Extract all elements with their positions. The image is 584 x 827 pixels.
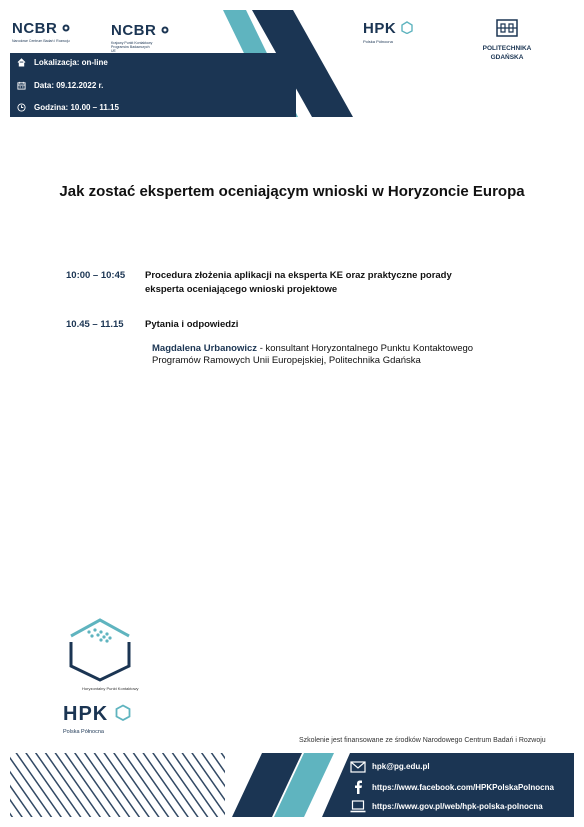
pg-crest-icon xyxy=(495,18,519,38)
contact-website[interactable] xyxy=(350,800,543,813)
agenda-text-1-line1: Procedura złożenia aplikacji na eksperta KE oraz praktyczne porady xyxy=(145,270,452,281)
speaker-desc-line1: - konsultant Horyzontalnego Punktu Kontaktowego xyxy=(257,343,474,354)
info-date xyxy=(10,77,103,93)
hpk-hexagon-logo xyxy=(67,614,137,684)
agenda-time-1: 10:00 – 10:45 xyxy=(66,270,126,281)
contact-email-text[interactable]: hpk@pg.edu.pl xyxy=(372,761,430,771)
info-location xyxy=(10,54,108,70)
hpk-region: Polska Północna xyxy=(63,729,104,735)
contact-facebook-link[interactable]: https://www.facebook.com/HPKPolskaPolnocna xyxy=(372,782,554,792)
event-info-panel xyxy=(10,53,296,117)
laptop-icon xyxy=(350,800,366,813)
contact-website-link[interactable]: https://www.gov.pl/web/hpk-polska-polnocna xyxy=(372,802,543,811)
contact-email[interactable] xyxy=(350,759,430,773)
funding-note: Szkolenie jest finansowane ze środków Narodowego Centrum Badań i Rozwoju xyxy=(299,737,546,744)
ncbr-kpk-logo-sub: Krajowy Punkt Kontaktowy Programów Badawczych UE xyxy=(111,41,153,53)
agenda-text-1-line2: eksperta oceniającego wnioski projektowe xyxy=(145,284,338,295)
info-time xyxy=(10,99,119,115)
speaker-name: Magdalena Urbanowicz xyxy=(152,343,258,354)
home-icon xyxy=(13,58,29,67)
ncbr-dot-icon xyxy=(62,24,70,32)
facebook-icon xyxy=(350,780,366,794)
hpk-hexagon-icon xyxy=(115,704,131,721)
page-title: Jak zostać ekspertem oceniającym wnioski w Horyzoncie Europa xyxy=(59,183,525,200)
email-icon xyxy=(350,759,366,773)
hpk-caption: Horyzontalny Punkt Kontaktowy xyxy=(82,686,139,691)
calendar-icon xyxy=(13,81,29,90)
ncbr-logo xyxy=(12,20,92,43)
hpk-logo-top xyxy=(363,20,413,44)
pg-logo xyxy=(478,18,536,61)
hpk-logo-sub: Polska Północna xyxy=(363,39,393,44)
hpk-hexagon-icon xyxy=(401,21,413,34)
clock-icon xyxy=(13,103,29,112)
info-location-text: Lokalizacja: on-line xyxy=(34,57,108,67)
hpk-logo-word: HPK xyxy=(363,20,397,37)
contact-facebook[interactable] xyxy=(350,780,554,794)
info-date-text: Data: 09.12.2022 r. xyxy=(34,80,104,90)
speaker-desc-line2: Programów Ramowych Unii Europejskiej, Politechnika Gdańska xyxy=(152,355,421,366)
pg-logo-line1: POLITECHNIKA xyxy=(482,45,532,52)
agenda-time-2: 10.45 – 11.15 xyxy=(66,319,124,330)
ncbr-kpk-logo-word: NCBR xyxy=(111,22,157,39)
agenda-text-2: Pytania i odpowiedzi xyxy=(145,319,239,330)
ncbr-kpk-logo xyxy=(111,22,191,53)
ncbr-dot-icon xyxy=(161,26,169,34)
pg-logo-line2: GDAŃSKA xyxy=(490,54,524,61)
hpk-bottom-word: HPK xyxy=(63,703,109,725)
info-time-text: Godzina: 10.00 – 11.15 xyxy=(34,102,119,112)
speaker-info xyxy=(152,343,552,367)
ncbr-logo-word: NCBR xyxy=(12,20,58,37)
hpk-logo-bottom-word xyxy=(63,703,131,726)
ncbr-logo-sub: Narodowe Centrum Badań i Rozwoju xyxy=(12,39,70,43)
